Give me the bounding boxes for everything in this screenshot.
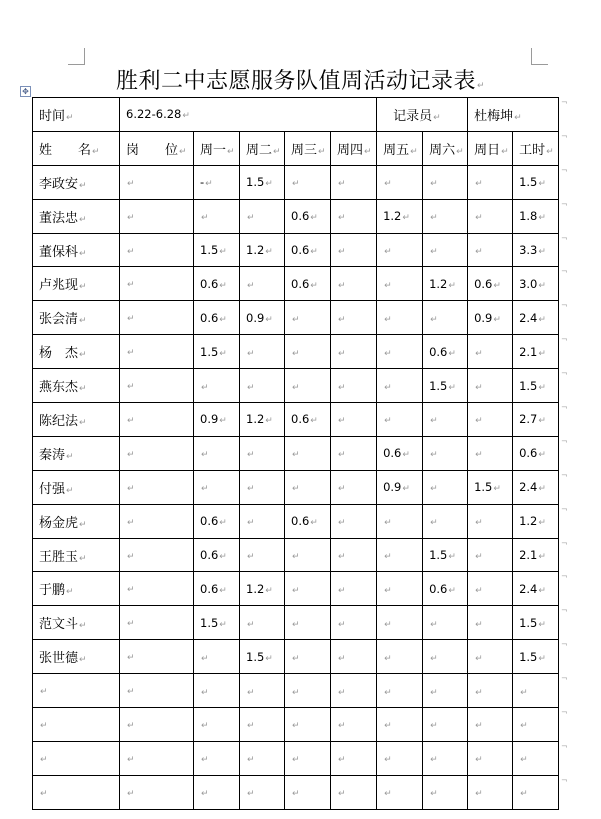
hours-cell[interactable]: 3.0↵ bbox=[513, 267, 559, 301]
tue-cell[interactable]: ↵ bbox=[240, 504, 285, 538]
name-cell[interactable]: 杨金虎↵ bbox=[33, 504, 120, 538]
sat-cell[interactable]: 1.5↵ bbox=[423, 538, 468, 572]
thu-cell[interactable]: ↵ bbox=[331, 775, 377, 809]
name-cell[interactable]: 范文斗↵ bbox=[33, 606, 120, 640]
row-end-marker: ¬ bbox=[561, 98, 568, 107]
row-end-marker: ¬ bbox=[561, 606, 568, 615]
wed-cell[interactable]: ↵ bbox=[285, 708, 331, 742]
fri-cell[interactable]: ↵ bbox=[377, 369, 423, 403]
fri-cell[interactable]: 1.2↵ bbox=[377, 199, 423, 233]
hours-cell[interactable]: 1.5↵ bbox=[513, 369, 559, 403]
wed-cell[interactable]: ↵ bbox=[285, 741, 331, 775]
fri-cell[interactable]: ↵ bbox=[377, 538, 423, 572]
tue-cell[interactable]: 1.2↵ bbox=[240, 572, 285, 606]
sat-cell[interactable]: ↵ bbox=[423, 301, 468, 335]
name-cell[interactable]: 张会清↵ bbox=[33, 301, 120, 335]
tue-cell[interactable]: ↵ bbox=[240, 436, 285, 470]
thu-cell[interactable]: ↵ bbox=[331, 538, 377, 572]
record-table bbox=[32, 97, 559, 810]
time-label-cell[interactable]: 时间↵ bbox=[33, 98, 120, 132]
wed-cell[interactable]: ↵ bbox=[285, 301, 331, 335]
fri-cell[interactable]: 0.9↵ bbox=[377, 470, 423, 504]
row-end-marker: ¬ bbox=[561, 776, 568, 785]
crop-mark-top-left bbox=[68, 48, 85, 65]
wed-cell[interactable]: ↵ bbox=[285, 165, 331, 199]
name-cell[interactable]: 杨 杰↵ bbox=[33, 335, 120, 369]
name-cell[interactable]: 于鹏↵ bbox=[33, 572, 120, 606]
hours-cell[interactable]: 3.3↵ bbox=[513, 233, 559, 267]
fri-cell[interactable]: ↵ bbox=[377, 335, 423, 369]
sun-cell[interactable]: ↵ bbox=[468, 369, 513, 403]
name-cell[interactable]: 付强↵ bbox=[33, 470, 120, 504]
fri-cell[interactable]: ↵ bbox=[377, 741, 423, 775]
post-cell[interactable]: ↵ bbox=[120, 504, 194, 538]
tue-cell[interactable]: ↵ bbox=[240, 335, 285, 369]
tue-cell[interactable]: 1.5↵ bbox=[240, 640, 285, 674]
mon-cell[interactable]: 0.6↵ bbox=[194, 538, 240, 572]
header-day-2-cell[interactable]: 周二↵ bbox=[240, 131, 285, 165]
fri-cell[interactable]: ↵ bbox=[377, 504, 423, 538]
sat-cell[interactable]: ↵ bbox=[423, 741, 468, 775]
hours-cell[interactable]: 1.8↵ bbox=[513, 199, 559, 233]
row-end-marker: ¬ bbox=[561, 471, 568, 480]
table-move-handle-icon[interactable]: ✥ bbox=[20, 86, 31, 97]
row-end-marker: ¬ bbox=[561, 640, 568, 649]
tue-cell[interactable]: ↵ bbox=[240, 674, 285, 708]
post-cell[interactable]: ↵ bbox=[120, 538, 194, 572]
wed-cell[interactable]: ↵ bbox=[285, 335, 331, 369]
hours-cell[interactable]: 2.1↵ bbox=[513, 538, 559, 572]
post-cell[interactable]: ↵ bbox=[120, 708, 194, 742]
post-cell[interactable]: ↵ bbox=[120, 775, 194, 809]
sun-cell[interactable]: ↵ bbox=[468, 436, 513, 470]
sat-cell[interactable]: ↵ bbox=[423, 233, 468, 267]
fri-cell[interactable]: ↵ bbox=[377, 572, 423, 606]
mon-cell[interactable]: ↵ bbox=[194, 674, 240, 708]
wed-cell[interactable]: ↵ bbox=[285, 640, 331, 674]
thu-cell[interactable]: ↵ bbox=[331, 165, 377, 199]
mon-cell[interactable]: ↵ bbox=[194, 470, 240, 504]
hours-cell[interactable]: 1.2↵ bbox=[513, 504, 559, 538]
hours-cell[interactable]: 2.4↵ bbox=[513, 301, 559, 335]
name-cell[interactable]: 李政安↵ bbox=[33, 165, 120, 199]
sat-cell[interactable]: 0.6↵ bbox=[423, 572, 468, 606]
table-row bbox=[33, 369, 559, 403]
wed-cell[interactable]: ↵ bbox=[285, 538, 331, 572]
sun-cell[interactable]: ↵ bbox=[468, 538, 513, 572]
hours-cell[interactable]: ↵ bbox=[513, 708, 559, 742]
table-row bbox=[33, 708, 559, 742]
name-cell[interactable]: 董法忠↵ bbox=[33, 199, 120, 233]
post-cell[interactable]: ↵ bbox=[120, 640, 194, 674]
mon-cell[interactable]: ↵ bbox=[194, 708, 240, 742]
row-end-marker: ¬ bbox=[561, 505, 568, 514]
post-cell[interactable]: ↵ bbox=[120, 741, 194, 775]
hours-cell[interactable]: 2.4↵ bbox=[513, 572, 559, 606]
post-cell[interactable]: ↵ bbox=[120, 606, 194, 640]
mon-cell[interactable]: 1.5↵ bbox=[194, 335, 240, 369]
hours-cell[interactable]: ↵ bbox=[513, 674, 559, 708]
hours-cell[interactable]: 2.4↵ bbox=[513, 470, 559, 504]
tue-cell[interactable]: ↵ bbox=[240, 267, 285, 301]
table-row bbox=[33, 775, 559, 809]
mon-cell[interactable]: 0.6↵ bbox=[194, 267, 240, 301]
post-cell[interactable]: ↵ bbox=[120, 165, 194, 199]
document-title[interactable]: 胜利二中志愿服务队值周活动记录表↵ bbox=[115, 69, 486, 94]
hours-cell[interactable]: 1.5↵ bbox=[513, 165, 559, 199]
sun-cell[interactable]: ↵ bbox=[468, 741, 513, 775]
thu-cell[interactable]: ↵ bbox=[331, 741, 377, 775]
name-cell[interactable]: ↵ bbox=[33, 775, 120, 809]
table-row bbox=[33, 335, 559, 369]
thu-cell[interactable]: ↵ bbox=[331, 572, 377, 606]
post-cell[interactable]: ↵ bbox=[120, 233, 194, 267]
thu-cell[interactable]: ↵ bbox=[331, 504, 377, 538]
table-row bbox=[33, 436, 559, 470]
sun-cell[interactable]: ↵ bbox=[468, 775, 513, 809]
row-end-marker: ¬ bbox=[561, 267, 568, 276]
tue-cell[interactable]: ↵ bbox=[240, 708, 285, 742]
post-cell[interactable]: ↵ bbox=[120, 267, 194, 301]
table-row bbox=[33, 267, 559, 301]
table-row bbox=[33, 403, 559, 437]
mon-cell[interactable]: ↵ bbox=[194, 741, 240, 775]
recorder-name-cell[interactable]: 杜梅坤↵ bbox=[468, 98, 559, 132]
sat-cell[interactable]: ↵ bbox=[423, 199, 468, 233]
header-day-5-cell[interactable]: 周五↵ bbox=[377, 131, 423, 165]
table-row bbox=[33, 470, 559, 504]
name-cell[interactable]: ↵ bbox=[33, 674, 120, 708]
mon-cell[interactable]: ↵ bbox=[194, 640, 240, 674]
thu-cell[interactable]: ↵ bbox=[331, 199, 377, 233]
header-day-1-cell[interactable]: 周一↵ bbox=[194, 131, 240, 165]
sun-cell[interactable]: ↵ bbox=[468, 335, 513, 369]
table-row bbox=[33, 165, 559, 199]
wed-cell[interactable]: 0.6↵ bbox=[285, 233, 331, 267]
fri-cell[interactable]: ↵ bbox=[377, 403, 423, 437]
post-cell[interactable]: ↵ bbox=[120, 436, 194, 470]
mon-cell[interactable]: ↵ bbox=[194, 369, 240, 403]
recorder-label-cell[interactable]: 记录员↵ bbox=[377, 98, 468, 132]
wed-cell[interactable]: ↵ bbox=[285, 606, 331, 640]
row-end-marker: ¬ bbox=[561, 708, 568, 717]
sat-cell[interactable]: ↵ bbox=[423, 403, 468, 437]
row-end-marker: ¬ bbox=[561, 335, 568, 344]
table-row bbox=[33, 233, 559, 267]
sat-cell[interactable]: 1.5↵ bbox=[423, 369, 468, 403]
sat-cell[interactable]: ↵ bbox=[423, 436, 468, 470]
sun-cell[interactable]: ↵ bbox=[468, 199, 513, 233]
sat-cell[interactable]: ↵ bbox=[423, 606, 468, 640]
wed-cell[interactable]: ↵ bbox=[285, 470, 331, 504]
name-cell[interactable]: 王胜玉↵ bbox=[33, 538, 120, 572]
sun-cell[interactable]: 0.6↵ bbox=[468, 267, 513, 301]
thu-cell[interactable]: ↵ bbox=[331, 470, 377, 504]
thu-cell[interactable]: ↵ bbox=[331, 267, 377, 301]
name-cell[interactable]: ↵ bbox=[33, 741, 120, 775]
fri-cell[interactable]: ↵ bbox=[377, 267, 423, 301]
tue-cell[interactable]: ↵ bbox=[240, 538, 285, 572]
fri-cell[interactable]: ↵ bbox=[377, 233, 423, 267]
table-row bbox=[33, 606, 559, 640]
tue-cell[interactable]: 1.2↵ bbox=[240, 403, 285, 437]
post-cell[interactable]: ↵ bbox=[120, 572, 194, 606]
header-hours-cell[interactable]: 工时↵ bbox=[513, 131, 559, 165]
sat-cell[interactable]: ↵ bbox=[423, 708, 468, 742]
mon-cell[interactable]: ↵ bbox=[194, 775, 240, 809]
mon-cell[interactable]: 1.5↵ bbox=[194, 606, 240, 640]
row-end-marker: ¬ bbox=[561, 437, 568, 446]
mon-cell[interactable]: 0.9↵ bbox=[194, 403, 240, 437]
tue-cell[interactable]: ↵ bbox=[240, 470, 285, 504]
sat-cell[interactable]: 1.2↵ bbox=[423, 267, 468, 301]
sat-cell[interactable]: ↵ bbox=[423, 674, 468, 708]
mon-cell[interactable]: 0.6↵ bbox=[194, 572, 240, 606]
thu-cell[interactable]: ↵ bbox=[331, 301, 377, 335]
row-end-marker: ¬ bbox=[561, 301, 568, 310]
hours-cell[interactable]: ↵ bbox=[513, 775, 559, 809]
tue-cell[interactable]: ↵ bbox=[240, 369, 285, 403]
row-end-marker: ¬ bbox=[561, 234, 568, 243]
wed-cell[interactable]: 0.6↵ bbox=[285, 504, 331, 538]
row-end-marker: ¬ bbox=[561, 166, 568, 175]
wed-cell[interactable]: ↵ bbox=[285, 674, 331, 708]
row-end-marker: ¬ bbox=[561, 674, 568, 683]
header-name-cell[interactable]: 姓 名↵ bbox=[33, 131, 120, 165]
sun-cell[interactable]: ↵ bbox=[468, 403, 513, 437]
name-cell[interactable]: 董保科↵ bbox=[33, 233, 120, 267]
name-cell[interactable]: 张世德↵ bbox=[33, 640, 120, 674]
tue-cell[interactable]: ↵ bbox=[240, 775, 285, 809]
sun-cell[interactable]: 1.5↵ bbox=[468, 470, 513, 504]
table-row bbox=[33, 301, 559, 335]
sat-cell[interactable]: 0.6↵ bbox=[423, 335, 468, 369]
fri-cell[interactable]: ↵ bbox=[377, 775, 423, 809]
tue-cell[interactable]: 0.9↵ bbox=[240, 301, 285, 335]
name-cell[interactable]: 陈纪法↵ bbox=[33, 403, 120, 437]
sun-cell[interactable]: 0.9↵ bbox=[468, 301, 513, 335]
table-row bbox=[33, 741, 559, 775]
info-row bbox=[33, 98, 559, 132]
fri-cell[interactable]: 0.6↵ bbox=[377, 436, 423, 470]
wed-cell[interactable]: ↵ bbox=[285, 369, 331, 403]
table-row bbox=[33, 572, 559, 606]
sun-cell[interactable]: ↵ bbox=[468, 640, 513, 674]
thu-cell[interactable]: ↵ bbox=[331, 674, 377, 708]
mon-cell[interactable]: 1.5↵ bbox=[194, 233, 240, 267]
wed-cell[interactable]: ↵ bbox=[285, 436, 331, 470]
row-end-marker: ¬ bbox=[561, 132, 568, 141]
row-end-marker: ¬ bbox=[561, 742, 568, 751]
sun-cell[interactable]: ↵ bbox=[468, 674, 513, 708]
header-day-7-cell[interactable]: 周日↵ bbox=[468, 131, 513, 165]
wed-cell[interactable]: 0.6↵ bbox=[285, 403, 331, 437]
wed-cell[interactable]: ↵ bbox=[285, 572, 331, 606]
table-row bbox=[33, 504, 559, 538]
mon-cell[interactable]: 0.6↵ bbox=[194, 301, 240, 335]
table-row bbox=[33, 538, 559, 572]
hours-cell[interactable]: 1.5↵ bbox=[513, 640, 559, 674]
fri-cell[interactable]: ↵ bbox=[377, 708, 423, 742]
thu-cell[interactable]: ↵ bbox=[331, 369, 377, 403]
hours-cell[interactable]: 2.1↵ bbox=[513, 335, 559, 369]
mon-cell[interactable]: -↵ bbox=[194, 165, 240, 199]
row-end-marker: ¬ bbox=[561, 200, 568, 209]
sun-cell[interactable]: ↵ bbox=[468, 504, 513, 538]
sun-cell[interactable]: ↵ bbox=[468, 165, 513, 199]
mon-cell[interactable]: ↵ bbox=[194, 199, 240, 233]
thu-cell[interactable]: ↵ bbox=[331, 436, 377, 470]
post-cell[interactable]: ↵ bbox=[120, 403, 194, 437]
thu-cell[interactable]: ↵ bbox=[331, 403, 377, 437]
wed-cell[interactable]: 0.6↵ bbox=[285, 267, 331, 301]
mon-cell[interactable]: 0.6↵ bbox=[194, 504, 240, 538]
tue-cell[interactable]: 1.2↵ bbox=[240, 233, 285, 267]
name-cell[interactable]: 燕东杰↵ bbox=[33, 369, 120, 403]
post-cell[interactable]: ↵ bbox=[120, 369, 194, 403]
hours-cell[interactable]: 1.5↵ bbox=[513, 606, 559, 640]
fri-cell[interactable]: ↵ bbox=[377, 301, 423, 335]
sat-cell[interactable]: ↵ bbox=[423, 470, 468, 504]
sun-cell[interactable]: ↵ bbox=[468, 606, 513, 640]
name-cell[interactable]: ↵ bbox=[33, 708, 120, 742]
tue-cell[interactable]: ↵ bbox=[240, 199, 285, 233]
wed-cell[interactable]: ↵ bbox=[285, 775, 331, 809]
header-day-3-cell[interactable]: 周三↵ bbox=[285, 131, 331, 165]
header-post-cell[interactable]: 岗 位↵ bbox=[120, 131, 194, 165]
mon-cell[interactable]: ↵ bbox=[194, 436, 240, 470]
fri-cell[interactable]: ↵ bbox=[377, 640, 423, 674]
sat-cell[interactable]: ↵ bbox=[423, 775, 468, 809]
fri-cell[interactable]: ↵ bbox=[377, 674, 423, 708]
header-day-6-cell[interactable]: 周六↵ bbox=[423, 131, 468, 165]
row-end-marker: ¬ bbox=[561, 572, 568, 581]
hours-cell[interactable]: ↵ bbox=[513, 741, 559, 775]
header-day-4-cell[interactable]: 周四↵ bbox=[331, 131, 377, 165]
sat-cell[interactable]: ↵ bbox=[423, 504, 468, 538]
time-value-cell[interactable]: 6.22-6.28↵ bbox=[120, 98, 377, 132]
thu-cell[interactable]: ↵ bbox=[331, 233, 377, 267]
sat-cell[interactable]: ↵ bbox=[423, 640, 468, 674]
sun-cell[interactable]: ↵ bbox=[468, 708, 513, 742]
fri-cell[interactable]: ↵ bbox=[377, 606, 423, 640]
sun-cell[interactable]: ↵ bbox=[468, 233, 513, 267]
table-row bbox=[33, 640, 559, 674]
thu-cell[interactable]: ↵ bbox=[331, 640, 377, 674]
tue-cell[interactable]: 1.5↵ bbox=[240, 165, 285, 199]
post-cell[interactable]: ↵ bbox=[120, 301, 194, 335]
sat-cell[interactable]: ↵ bbox=[423, 165, 468, 199]
thu-cell[interactable]: ↵ bbox=[331, 335, 377, 369]
name-cell[interactable]: 卢兆现↵ bbox=[33, 267, 120, 301]
row-end-marker: ¬ bbox=[561, 403, 568, 412]
post-cell[interactable]: ↵ bbox=[120, 470, 194, 504]
thu-cell[interactable]: ↵ bbox=[331, 708, 377, 742]
hours-cell[interactable]: 0.6↵ bbox=[513, 436, 559, 470]
post-cell[interactable]: ↵ bbox=[120, 199, 194, 233]
tue-cell[interactable]: ↵ bbox=[240, 606, 285, 640]
post-cell[interactable]: ↵ bbox=[120, 335, 194, 369]
fri-cell[interactable]: ↵ bbox=[377, 165, 423, 199]
name-cell[interactable]: 秦涛↵ bbox=[33, 436, 120, 470]
table-row bbox=[33, 674, 559, 708]
row-end-marker: ¬ bbox=[561, 539, 568, 548]
crop-mark-top-right bbox=[531, 48, 548, 65]
post-cell[interactable]: ↵ bbox=[120, 674, 194, 708]
header-row bbox=[33, 131, 559, 165]
hours-cell[interactable]: 2.7↵ bbox=[513, 403, 559, 437]
tue-cell[interactable]: ↵ bbox=[240, 741, 285, 775]
thu-cell[interactable]: ↵ bbox=[331, 606, 377, 640]
table-row bbox=[33, 199, 559, 233]
wed-cell[interactable]: 0.6↵ bbox=[285, 199, 331, 233]
sun-cell[interactable]: ↵ bbox=[468, 572, 513, 606]
row-end-marker: ¬ bbox=[561, 369, 568, 378]
